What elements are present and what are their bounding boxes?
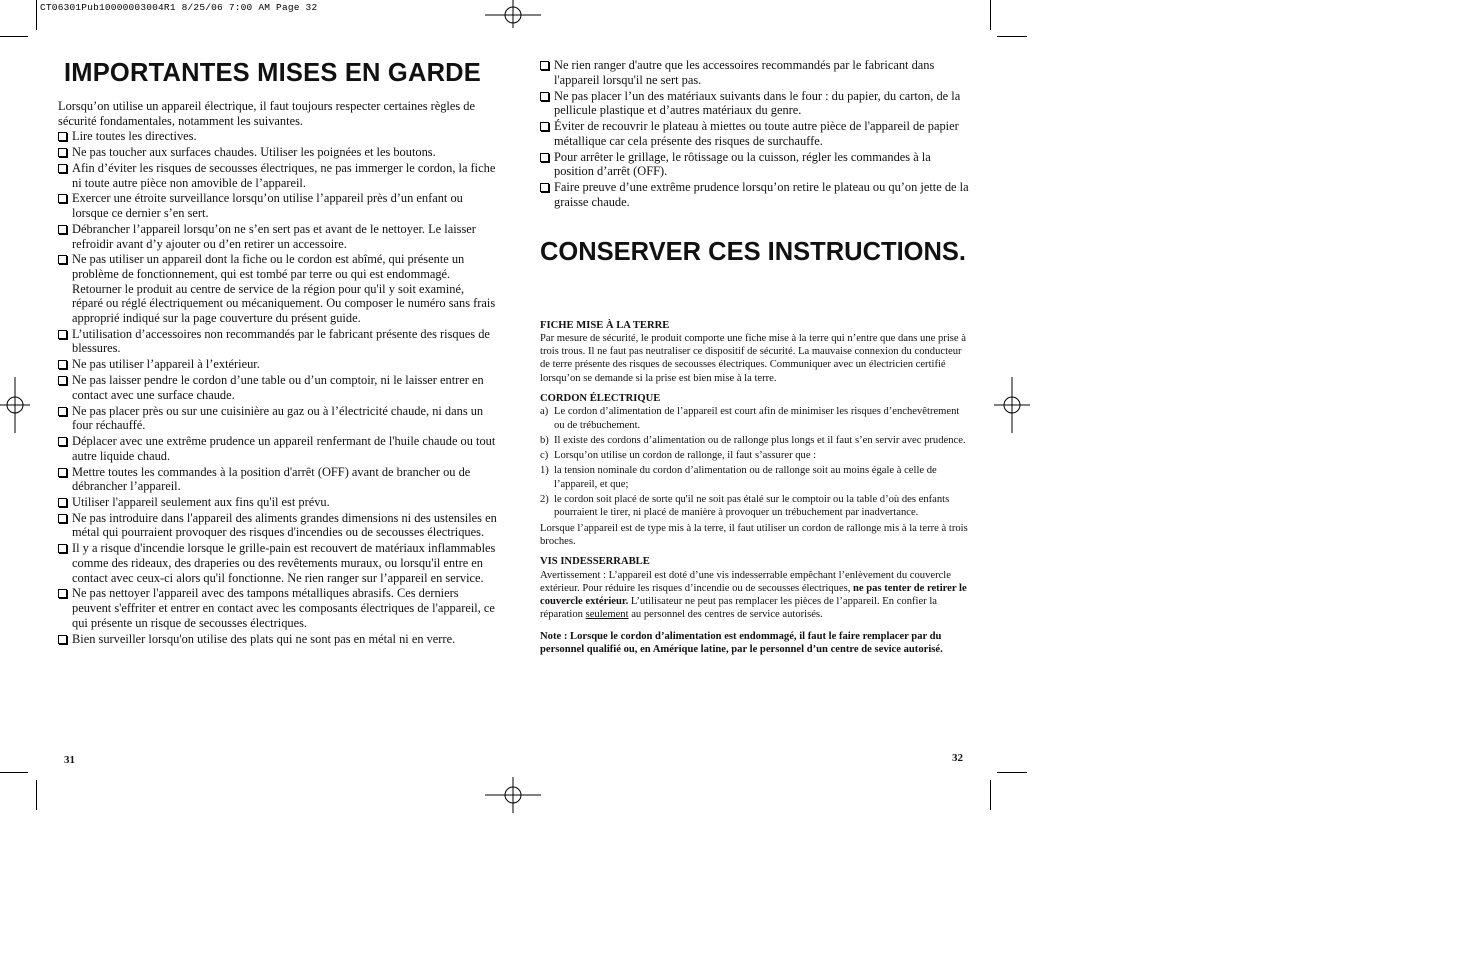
checkbox-square-icon xyxy=(58,437,67,446)
list-item: Pour arrêter le grillage, le rôtissage ou la cuisson, régler les commandes à la position d’arrêt (OFF). xyxy=(540,150,970,179)
crop-mark xyxy=(990,0,991,30)
list-item: Débrancher l’appareil lorsqu’on ne s’en sert pas et avant de le nettoyer. Le laisser refroidir avant d’y ajouter ou d’en retirer un accessoire. xyxy=(58,222,498,251)
section-body: Lorsque l’appareil est de type mis à la terre, il faut utiliser un cordon de rallonge mis à la terre à trois broches. xyxy=(540,522,968,547)
list-item: Il y a risque d'incendie lorsque le grille-pain est recouvert de matériaux inflammables comme des rideaux, des draperies ou des revêtements muraux, ou lorsqu'il entre en contact avec ceux-ci alors qu'il fonctionne. Ne rien ranger sur l’appareil en service. xyxy=(58,541,498,585)
left-page xyxy=(58,58,498,647)
cord-list xyxy=(540,405,970,519)
checkbox-square-icon xyxy=(58,635,67,644)
list-item: 1) la tension nominale du cordon d’alimentation ou de rallonge soit au moins égale à celle de l’appareil, et que; xyxy=(540,465,937,490)
checkbox-square-icon xyxy=(58,164,67,173)
page-number-right: 32 xyxy=(952,752,963,764)
checkbox-square-icon xyxy=(58,407,67,416)
list-item: Bien surveiller lorsqu'on utilise des plats qui ne sont pas en métal ni en verre. xyxy=(58,632,498,647)
list-item: Ne pas placer l’un des matériaux suivants dans le four : du papier, du carton, de la pellicule plastique et d’autres matériaux du genre. xyxy=(540,89,970,118)
page-number-left: 31 xyxy=(64,754,75,766)
list-item: Ne pas utiliser l’appareil à l’extérieur. xyxy=(58,357,498,372)
list-item: Ne pas introduire dans l'appareil des aliments grandes dimensions ni des ustensiles en métal qui pourraient provoquer des risques d'incendies ou de secousses électriques. xyxy=(58,511,498,540)
crop-mark xyxy=(997,772,1027,773)
screw-section xyxy=(540,555,970,621)
plug-section xyxy=(540,319,970,385)
checkbox-square-icon xyxy=(540,183,549,192)
list-item: 2) le cordon soit placé de sorte qu'il ne soit pas étalé sur le comptoir ou la table d’où des enfants pourraient le tirer, ni placé de manière à provoquer un trébuchement par inadvertance. xyxy=(540,494,950,519)
safeguard-list xyxy=(58,129,498,646)
checkbox-square-icon xyxy=(540,122,549,131)
checkbox-square-icon xyxy=(58,468,67,477)
right-page xyxy=(540,58,970,656)
checkbox-square-icon xyxy=(58,376,67,385)
checkbox-square-icon xyxy=(540,92,549,101)
list-item: Exercer une étroite surveillance lorsqu’on utilise l’appareil près d’un enfant ou lorsque ce dernier s’en sert. xyxy=(58,191,498,220)
crop-mark xyxy=(36,780,37,810)
section-body: Par mesure de sécurité, le produit comporte une fiche mise à la terre qui n’entre que dans une prise à trois trous. Il ne faut pas neutraliser ce dispositif de sécurité. La mauvaise connexion du conducteur de terre présente des risques de secousses électriques. Communiquer avec un électricien certifié lorsqu’on se demande si la prise est bien mise à la terre. xyxy=(540,332,966,384)
registration-mark-icon xyxy=(984,377,1040,433)
checkbox-square-icon xyxy=(58,148,67,157)
checkbox-square-icon xyxy=(58,498,67,507)
section-body: Avertissement : L’appareil est doté d’une vis indesserrable empêchant l’enlèvement du couvercle extérieur. Pour réduire les risques d’incendie ou de secousses électriques, ne pas tenter de retirer le couvercle extérieur. L’utilisateur ne peut pas remplacer les pièces de l’appareil. En confier la réparation seulement au personnel des centres de service autorisés. xyxy=(540,569,967,621)
list-item: L’utilisation d’accessoires non recommandés par le fabricant présente des risques de blessures. xyxy=(58,327,498,356)
list-item: Ne pas nettoyer l'appareil avec des tampons métalliques abrasifs. Ces derniers peuvent s'effriter et entrer en contact avec les composants électriques de l'appareil, ce qui présente un risque de secousses électriques. xyxy=(58,586,498,630)
checkbox-square-icon xyxy=(58,194,67,203)
checkbox-square-icon xyxy=(58,330,67,339)
cord-section xyxy=(540,392,970,548)
list-item: Afin d’éviter les risques de secousses électriques, ne pas immerger le cordon, la fiche ni toute autre pièce non amovible de l’appareil. xyxy=(58,161,498,190)
crop-mark xyxy=(0,772,28,773)
crop-mark xyxy=(997,36,1027,37)
list-item: c) Lorsqu’on utilise un cordon de rallonge, il faut s’assurer que : xyxy=(540,450,817,462)
crop-mark xyxy=(990,780,991,810)
list-item: Utiliser l'appareil seulement aux fins qu'il est prévu. xyxy=(58,495,498,510)
checkbox-square-icon xyxy=(540,153,549,162)
checkbox-square-icon xyxy=(58,360,67,369)
crop-mark xyxy=(0,36,28,37)
list-item: Éviter de recouvrir le plateau à miettes ou toute autre pièce de l'appareil de papier métallique car cela présente des risques de surchauffe. xyxy=(540,119,970,148)
crop-mark xyxy=(36,0,37,30)
list-item: Ne rien ranger d'autre que les accessoires recommandés par le fabricant dans l'appareil lorsqu'il ne sert pas. xyxy=(540,58,970,87)
list-item: a) Le cordon d’alimentation de l’appareil est court afin de minimiser les risques d’enchevêtrement ou de trébuchement. xyxy=(540,406,960,431)
list-item: Ne pas laisser pendre le cordon d’une table ou d’un comptoir, ni le laisser entrer en contact avec une surface chaude. xyxy=(58,373,498,402)
safeguard-list-continued xyxy=(540,58,970,210)
list-item: Ne pas placer près ou sur une cuisinière au gaz ou à l’électricité chaude, ni dans un four réchauffé. xyxy=(58,404,498,433)
list-item: b) Il existe des cordons d’alimentation ou de rallonge plus longs et il faut s’en servir avec prudence. xyxy=(540,434,966,446)
checkbox-square-icon xyxy=(540,61,549,70)
list-item: Faire preuve d’une extrême prudence lorsqu’on retire le plateau ou qu’on jette de la graisse chaude. xyxy=(540,180,970,209)
note-text: Note : Lorsque le cordon d’alimentation est endommagé, il faut le faire remplacer par du personnel qualifié ou, en Amérique latine, par le personnel d’un centre de sevice autorisé. xyxy=(540,630,943,656)
registration-mark-icon xyxy=(485,767,541,823)
section-heading: CORDON ÉLECTRIQUE xyxy=(540,392,661,404)
checkbox-square-icon xyxy=(58,255,67,264)
list-item: Lire toutes les directives. xyxy=(58,129,498,144)
checkbox-square-icon xyxy=(58,514,67,523)
printer-slug: CT06301Pub10000003004R1 8/25/06 7:00 AM Page 32 xyxy=(40,2,318,13)
page-title: IMPORTANTES MISES EN GARDE xyxy=(64,59,482,87)
intro-text: Lorsqu’on utilise un appareil électrique, il faut toujours respecter certaines règles de sécurité fondamentales, notamment les suivantes. xyxy=(58,99,475,128)
registration-mark-icon xyxy=(485,0,541,56)
list-item: Ne pas utiliser un appareil dont la fiche ou le cordon est abîmé, qui présente un problème de fonctionnement, qui est tombé par terre ou qui est endommagé. Retourner le produit au centre de service de la région pour qu'il y soit examiné, réparé ou réglé électriquement ou mécaniquement. Ou composer le numéro sans frais approprié indiqué sur la page couverture du présent guide. xyxy=(58,252,498,325)
section-heading: VIS INDESSERRABLE xyxy=(540,556,650,568)
checkbox-square-icon xyxy=(58,132,67,141)
checkbox-square-icon xyxy=(58,589,67,598)
list-item: Mettre toutes les commandes à la position d'arrêt (OFF) avant de brancher ou de débrancher l’appareil. xyxy=(58,465,498,494)
registration-mark-icon xyxy=(0,377,56,433)
list-item: Déplacer avec une extrême prudence un appareil renfermant de l'huile chaude ou tout autre liquide chaud. xyxy=(58,434,498,463)
checkbox-square-icon xyxy=(58,544,67,553)
conserve-title: CONSERVER CES INSTRUCTIONS. xyxy=(540,237,967,266)
list-item: Ne pas toucher aux surfaces chaudes. Utiliser les poignées et les boutons. xyxy=(58,145,498,160)
section-heading: FICHE MISE À LA TERRE xyxy=(540,319,670,331)
checkbox-square-icon xyxy=(58,225,67,234)
